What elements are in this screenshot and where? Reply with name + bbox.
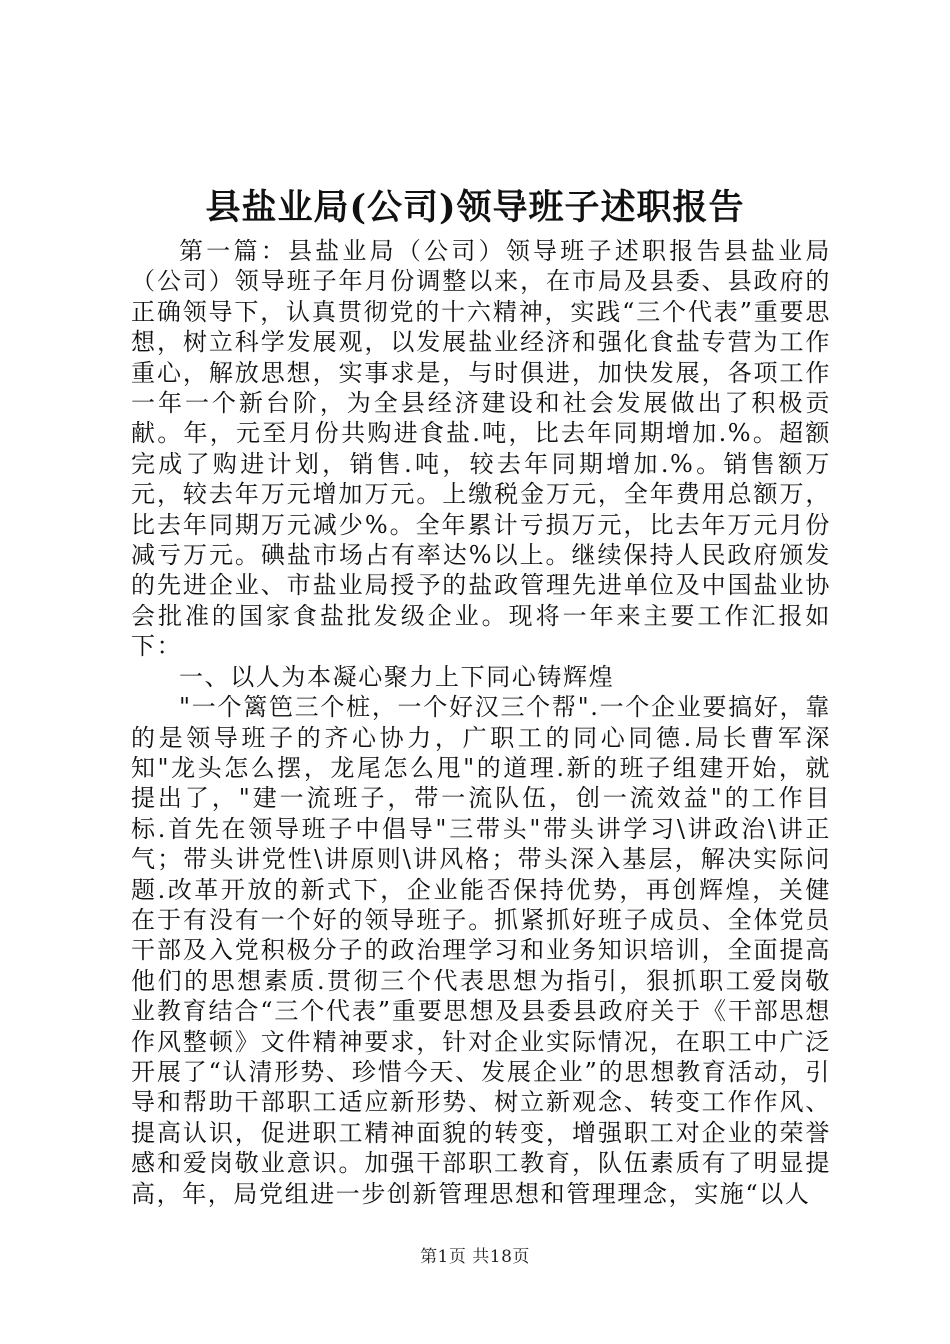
paragraph-intro: 第一篇：县盐业局（公司）领导班子述职报告县盐业局（公司）领导班子年月份调整以来，在市局及县委、县政府的正确领导下，认真贯彻党的十六精神，实践“三个代表”重要思想，树立科学发展观，以发展盐业经济和强化食盐专营为工作重心，解放思想，实事求是，与时俱进，加快发展，各项工作一年一个新台阶，为全县经济建设和社会发展做出了积极贡献。年，元至月份共购进食盐.吨，比去年同期增加.%。超额完成了购进计划，销售.吨，较去年同期增加.%。销售额万元，较去年万元增加万元。上缴税金万元，全年费用总额万，比去年同期万元减少%。全年累计亏损万元，比去年万元月份减亏万元。碘盐市场占有率达%以上。继续保持人民政府颁发的先进企业、市盐业局授予的盐政管理先进单位及中国盐业协会批准的国家食盐批发级企业。现将一年来主要工作汇报如下： — [131, 237, 831, 661]
document-title: 县盐业局(公司)领导班子述职报告 — [205, 187, 745, 228]
page-number-footer: 第1页 共18页 — [420, 1247, 530, 1267]
document-body — [131, 236, 831, 1209]
paragraph-section-1: "一个篱笆三个桩，一个好汉三个帮".一个企业要搞好，靠的是领导班子的齐心协力，广职工的同心同德.局长曹军深知"龙头怎么摆，龙尾怎么甩"的道理.新的班子组建开始，就提出了，"建一流班子，带一流队伍，创一流效益"的工作目标.首先在领导班子中倡导"三带头"带头讲学习\讲政治\讲正气；带头讲党性\讲原则\讲风格；带头深入基层，解决实际问题.改革开放的新式下，企业能否保持优势，再创辉煌，关健在于有没有一个好的领导班子。抓紧抓好班子成员、全体党员干部及入党积极分子的政治理学习和业务知识培训，全面提高他们的思想素质.贯彻三个代表思想为指引，狠抓职工爱岗敬业教育结合“三个代表”重要思想及县委县政府关于《干部思想作风整顿》文件精神要求，针对企业实际情况，在职工中广泛开展了“认清形势、珍惜今天、发展企业”的思想教育活动，引导和帮助干部职工适应新形势、树立新观念、转变工作作风、提高认识，促进职工精神面貌的转变，增强职工对企业的荣誉感和爱岗敬业意识。加强干部职工教育，队伍素质有了明显提高，年，局党组进一步创新管理思想和管理理念，实施“以人 — [131, 693, 831, 1208]
section-heading-1: 一、以人为本凝心聚力上下同心铸辉煌 — [179, 662, 615, 691]
